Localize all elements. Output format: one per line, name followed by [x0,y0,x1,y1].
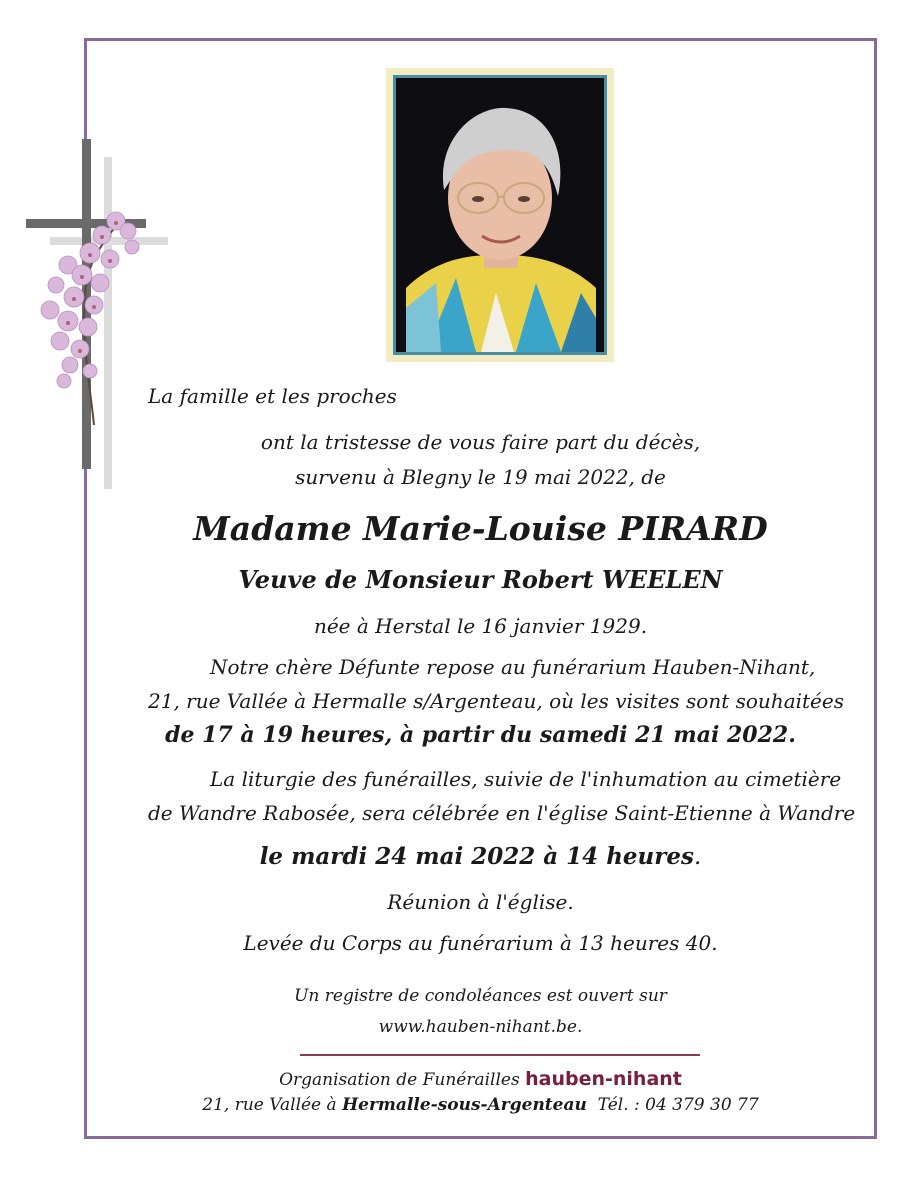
deceased-name: Madame Marie-Louise PIRARD [193,509,768,548]
visit-hours: de 17 à 19 heures, à partir du samedi 21 mai 2022. [165,722,796,748]
liturgy-line-2: de Wandre Rabosée, sera célébrée en l'église Saint-Etienne à Wandre [148,801,856,825]
announce-line-2: survenu à Blegny le 19 mai 2022, de [295,465,666,489]
address-prefix: 21, rue Vallée à [202,1095,337,1115]
rest-line-2: 21, rue Vallée à Hermalle s/Argenteau, où les visites sont souhaitées [148,689,844,713]
meeting-text: Réunion à l'église. [387,890,574,914]
funeral-date-punct: . [693,844,702,870]
intro-text: La famille et les proches [148,384,397,408]
funeral-date-line [84,845,877,869]
portrait-photo [393,75,607,355]
liturgy-line-1: La liturgie des funérailles, suivie de l'inhumation au cimetière [210,767,842,791]
footer-divider [300,1054,700,1056]
phone-number: Tél. : 04 379 30 77 [597,1095,759,1115]
footer-org-line [84,1068,877,1091]
widow-of: Veuve de Monsieur Robert WEELEN [238,565,723,594]
registry-url-link[interactable]: www.hauben-nihant.be. [378,1017,583,1037]
registry-text: Un registre de condoléances est ouvert sur [294,986,667,1006]
birth-info: née à Herstal le 16 janvier 1929. [313,614,648,638]
levee-text: Levée du Corps au funérarium à 13 heures 40. [243,931,718,955]
org-label: Organisation de Funérailles [279,1070,520,1090]
rest-line-1: Notre chère Défunte repose au funérarium Hauben-Nihant, [210,655,816,679]
brand-logo: hauben-nihant [525,1068,682,1090]
address-city: Hermalle-sous-Argenteau [342,1095,587,1115]
funeral-date: le mardi 24 mai 2022 à 14 heures [259,843,694,870]
announce-line-1: ont la tristesse de vous faire part du décès, [260,430,701,454]
footer-address-line [84,1094,877,1116]
portrait-frame [386,68,614,362]
